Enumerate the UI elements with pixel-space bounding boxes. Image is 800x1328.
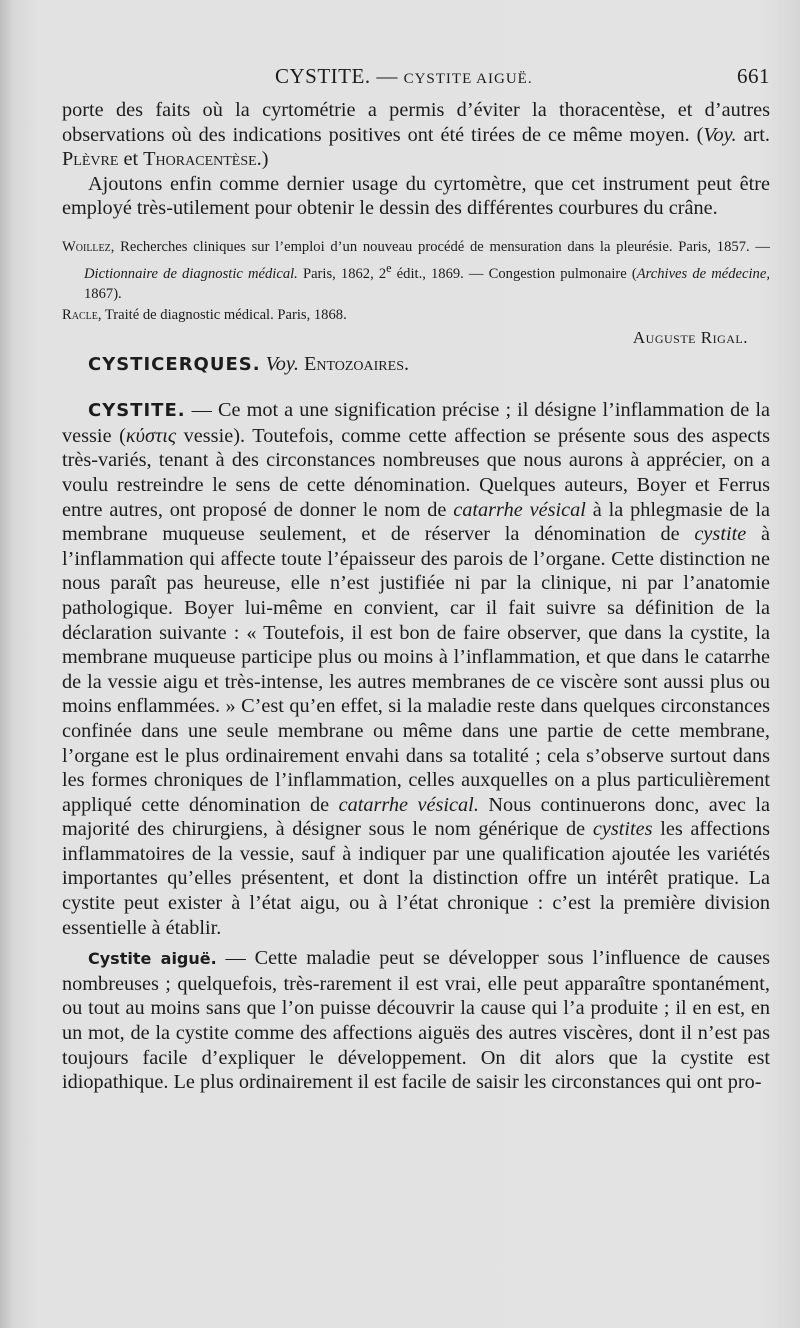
cross-ref-thoracentese: Thoracentèse <box>143 148 257 171</box>
cross-ref-plevre: Plèvre <box>62 148 119 171</box>
reference-racle: Racle, Traité de diagnostic médical. Paris, 1868. <box>62 306 347 323</box>
running-head <box>62 64 770 98</box>
running-subtitle: CYSTITE AIGUË. <box>403 71 533 87</box>
entry-cystite: CYSTITE. — Ce mot a une signification précise ; il désigne l’inflammation de la vessie (κύστις vessie). Toutefois, comme cette affection se présente sous des aspects très-variés, tenant à des circonstances nombreuses que nous aurons à apprécier, on a voulu restreindre le sens de cette dénomination. Quelques auteurs, Boyer et Ferrus entre autres, ont proposé de donner le nom de catarrhe vésical à la phlegmasie de la membrane muqueuse seulement, et de réserver la dénomination de cystite à l’inflammation qui affecte toute l’épaisseur des parois de l’organe. Cette distinction ne nous paraît pas heureuse, elle n’est justifiée ni par la clinique, ni par l’anatomie pathologique. Boyer lui-même en convient, car il fait suivre sa définition de la déclaration suivante : « Toutefois, il est bon de faire observer, que dans la cystite, la membrane muqueuse participe plus ou moins à l’inflammation, et que dans le catarrhe de la vessie aigu et très-intense, les autres membranes de ce viscère sont aussi plus ou moins enflammées. » C’est qu’en effet, si la maladie reste dans quelques circonstances confinée dans une seule membrane ou même dans une partie de cette membrane, l’organe est le plus ordinairement envahi dans sa totalité ; cela s’observe surtout dans les formes chroniques de l’inflammation, celles auxquelles on a plus particulièrement appliqué cette dénomination de catarrhe vésical. Nous continuerons donc, avec la majorité des chirurgiens, à désigner sous le nom générique de cystites les affections inflammatoires de la vessie, sauf à indiquer par une qualification ajoutée les variétés importantes qu’elles présentent, et dont la distinction offre un intérêt pratique. La cystite peut exister à l’état aigu, ou à l’état chronique : c’est la première division essentielle à établir. <box>62 399 771 939</box>
reference-woillez: Woillez, Recherches cliniques sur l’emploi d’un nouveau procédé de mensuration dans la pleurésie. Paris, 1857. — Dictionnaire de diagnostic médical. Paris, 1862, 2e édit., 1869. — Congestion pulmonaire (Archives de médecine, 1867). <box>62 238 770 303</box>
bibliography <box>62 237 770 325</box>
section-heading: Cystite aiguë. <box>88 949 217 969</box>
paragraph-cyrtometre: Ajoutons enfin comme dernier usage du cyrtomètre, que cet instrument peut être employé très-utilement pour obtenir le dessin des différentes courbures du crâne. <box>62 172 770 220</box>
page-number: 661 <box>737 64 770 88</box>
entry-headword: CYSTICERQUES. <box>88 354 261 376</box>
entry-cysticerques: CYSTICERQUES. Voy. Entozoaires. <box>88 353 410 376</box>
paragraph-continuation: porte des faits où la cyrtométrie a permis d’éviter la thoracentèse, et d’autres observations où des indications positives ont été tirées de ce même moyen. (Voy. art. Plèvre et Thoracentèse.) <box>62 99 771 171</box>
section-cystite-aigue: Cystite aiguë. — Cette maladie peut se développer sous l’influence de causes nombreuses ; quelquefois, très-rarement il est vrai, elle peut apparaître spontanément, ou tout au moins sans que l’on puisse découvrir la cause qui l’a produite ; il en est, en un mot, de la cystite comme des affections aiguës des autres viscères, dont il n’est pas toujours facile d’expliquer le développement. On dit alors que la cystite est idiopathique. Le plus ordinairement il est facile de saisir les circonstances qui ont pro- <box>62 947 770 1094</box>
running-title: CYSTITE. — CYSTITE AIGUË. <box>275 64 533 88</box>
entry-headword: CYSTITE. <box>88 400 186 422</box>
cross-ref-entozoaires: Entozoaires. <box>303 353 410 376</box>
author-signature: Auguste Rigal. <box>632 328 748 348</box>
